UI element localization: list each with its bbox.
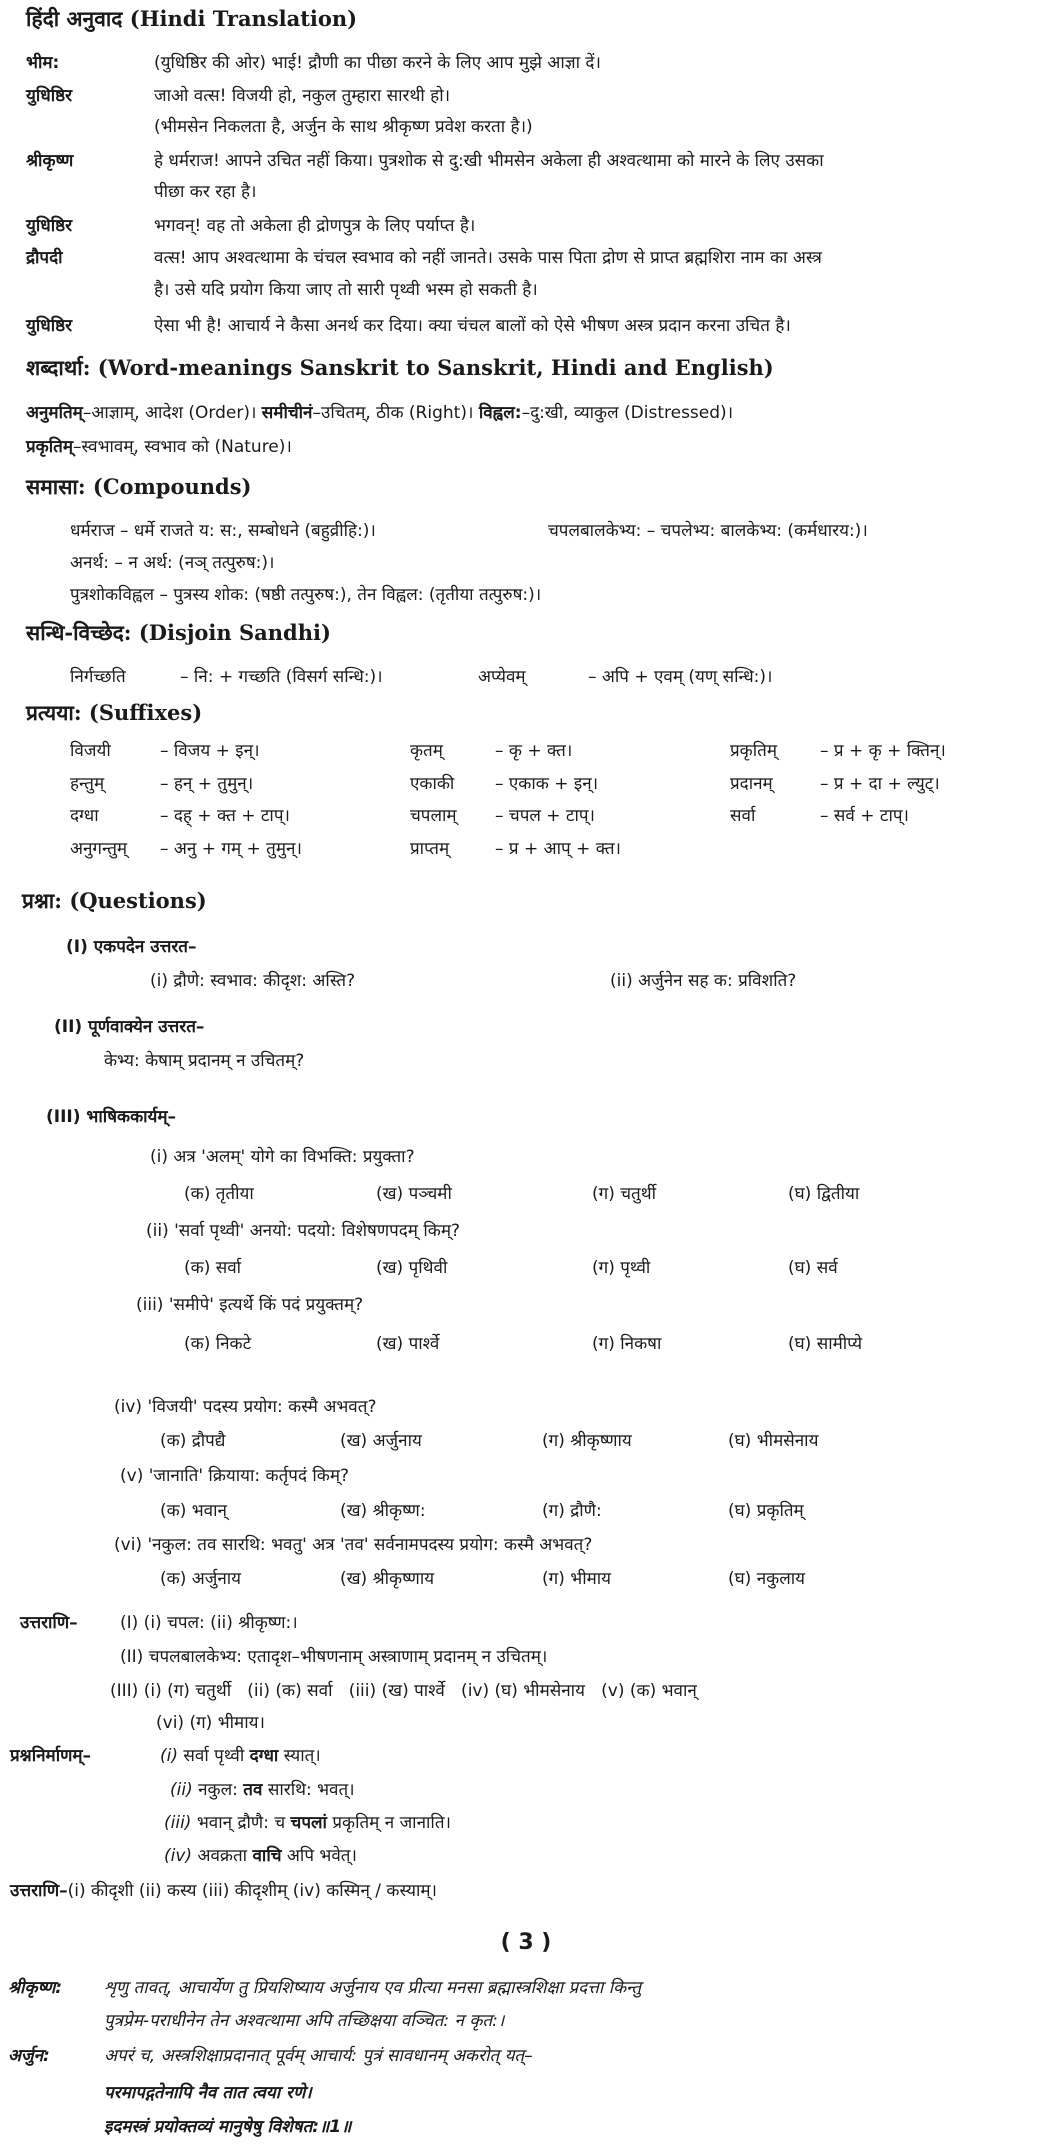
suffix-word: सर्वा <box>730 806 756 826</box>
heading-english: (Suffixes) <box>88 700 203 725</box>
dialogue-continuation <box>154 279 538 301</box>
mcq-option: (घ) सर्व <box>788 1258 838 1278</box>
suffix-parts: – अनु + गम् + तुमुन्। <box>160 839 302 859</box>
question-formation-item <box>164 1812 451 1834</box>
mcq-option: (क) निकटे <box>184 1334 252 1354</box>
mcq-option: (ग) द्रौणै: <box>542 1501 602 1521</box>
compound-item: पुत्रशोकविह्वल – पुत्रस्य शोक: (षष्ठी तत्पुरुष:), तेन विह्वल: (तृतीया तत्पुरुष:)। <box>70 585 542 605</box>
mcq-option: (घ) द्वितीया <box>788 1184 860 1204</box>
suffix-item <box>410 740 572 762</box>
heading-hindi: हिंदी अनुवाद <box>26 6 123 31</box>
item-highlight: दग्धा <box>249 1746 279 1766</box>
speaker-label: युधिष्ठिर <box>26 86 73 106</box>
mcq-option: (घ) भीमसेनाय <box>728 1431 819 1451</box>
question-formation-item <box>170 1779 355 1801</box>
suffix-parts: – हन् + तुमुन्। <box>160 774 254 794</box>
mcq-option: (ख) पञ्चमी <box>376 1184 452 1204</box>
item-number: (iii) <box>164 1813 192 1833</box>
suffix-word: प्रकृतिम् <box>730 741 777 761</box>
item-text: अवक्रता <box>197 1846 253 1866</box>
dialogue-continuation <box>154 181 256 203</box>
dialogue-text: शृणु तावत्, आचार्येण तु प्रियशिष्याय अर्जुनाय एव प्रीत्या मनसा ब्रह्मास्त्रशिक्षा प्रदत्ता किन्तु <box>104 1978 642 1998</box>
item-highlight: चपलां <box>290 1813 327 1833</box>
sandhi-split: – अपि + एवम् (यण् सन्धि:)। <box>588 667 773 687</box>
heading-hindi: शब्दार्था: <box>26 355 91 380</box>
heading-english: (Compounds) <box>92 474 252 499</box>
dialogue-line <box>8 1977 641 1999</box>
mcq-option: (क) अर्जुनाय <box>160 1569 242 1589</box>
mcq-option: (क) सर्वा <box>184 1258 242 1278</box>
mcq-option: (ग) निकषा <box>592 1334 662 1354</box>
dialogue-text: (भीमसेन निकलता है, अर्जुन के साथ श्रीकृष्ण प्रवेश करता है।) <box>154 117 533 137</box>
answer-line: (II) चपलबालकेभ्य: एतादृश–भीषणनाम् अस्त्राणाम् प्रदानम् न उचितम्। <box>120 1647 548 1667</box>
mcq-option: (ग) पृथ्वी <box>592 1258 651 1278</box>
heading-english: (Disjoin Sandhi) <box>138 620 331 645</box>
suffix-word: हन्तुम् <box>70 774 105 794</box>
suffix-item <box>410 773 598 795</box>
suffix-parts: – प्र + आप् + क्त। <box>495 839 621 859</box>
answer-line: (vi) (ग) भीमाय। <box>156 1713 265 1733</box>
word-meanings-line <box>26 402 733 424</box>
speaker-label: अर्जुन: <box>8 2046 50 2066</box>
question-formation-answers <box>10 1880 437 1902</box>
suffix-parts: – सर्व + टाप्। <box>820 806 909 826</box>
suffix-item <box>730 740 946 762</box>
suffix-item <box>410 805 595 827</box>
part-number: ( 3 ) <box>500 1930 552 1955</box>
mcq-option: (ख) श्रीकृष्ण: <box>340 1501 426 1521</box>
section-heading-suffixes <box>26 702 202 724</box>
mcq-question: (vi) 'नकुल: तव सारथि: भवतु' अत्र 'तव' सर्वनामपदस्य प्रयोग: कस्मै अभवत्? <box>114 1535 593 1555</box>
mcq-option: (ग) श्रीकृष्णाय <box>542 1431 632 1451</box>
section-heading-sandhi <box>26 622 331 644</box>
mcq-question: (iv) 'विजयी' पदस्य प्रयोग: कस्मै अभवत्? <box>114 1397 377 1417</box>
stage-direction <box>154 116 533 138</box>
compound-item: अनर्थ: – न अर्थ: (नञ् तत्पुरुष:)। <box>70 553 275 573</box>
dialogue-text: पीछा कर रहा है। <box>154 182 257 202</box>
compound-item: धर्मराज – धर्मे राजते य: स:, सम्बोधने (बहुव्रीहि:)। <box>70 521 376 541</box>
heading-hindi: समासा: <box>26 474 86 499</box>
sandhi-item <box>70 666 383 688</box>
mcq-option: (क) द्रौपद्यै <box>160 1431 226 1451</box>
speaker-label: श्रीकृष्ण <box>26 151 74 171</box>
section-heading-translation <box>26 8 357 30</box>
verse-line: इदमस्त्रं प्रयोक्तव्यं मानुषेषु विशेषत:॥1॥ <box>104 2117 352 2137</box>
answers-label: उत्तराणि– <box>10 1881 68 1901</box>
heading-english: (Hindi Translation) <box>129 6 358 31</box>
dialogue-text: पुत्रप्रेम-पराधीनेन तेन अश्वत्थामा अपि तच्छिक्षया वञ्चित: न कृत:। <box>104 2011 505 2031</box>
dialogue-line <box>26 247 822 269</box>
suffix-item <box>70 805 290 827</box>
dialogue-line <box>26 52 601 74</box>
heading-english: (Word-meanings Sanskrit to Sanskrit, Hindi and English) <box>97 355 774 380</box>
question-item: केभ्य: केषाम् प्रदानम् न उचितम्? <box>104 1051 305 1071</box>
section-heading-word-meanings <box>26 357 774 379</box>
sandhi-word: अप्येवम् <box>478 667 526 687</box>
dialogue-line <box>26 315 791 337</box>
mcq-option: (ग) चतुर्थी <box>592 1184 656 1204</box>
dialogue-text: ऐसा भी है! आचार्य ने कैसा अनर्थ कर दिया। क्या चंचल बालों को ऐसे भीषण अस्त्र प्रदान करना उचित है। <box>154 316 791 336</box>
dialogue-continuation <box>104 2010 504 2032</box>
sandhi-split: – नि: + गच्छति (विसर्ग सन्धि:)। <box>180 667 383 687</box>
term: विह्वल: <box>478 403 522 423</box>
question-formation-label: प्रश्ननिर्माणम्– <box>10 1746 92 1766</box>
item-text: अपि भवेत्। <box>281 1846 357 1866</box>
suffix-item <box>730 805 909 827</box>
suffix-parts: – प्र + कृ + क्तिन्। <box>820 741 946 761</box>
suffix-parts: – दह् + क्त + टाप्। <box>160 806 290 826</box>
compound-item: चपलबालकेभ्य: – चपलेभ्य: बालकेभ्य: (कर्मधारय:)। <box>548 521 868 541</box>
meaning: –दु:खी, व्याकुल (Distressed)। <box>521 403 734 423</box>
meaning: –स्वभावम्, स्वभाव को (Nature)। <box>73 437 292 457</box>
suffix-parts: – कृ + क्त। <box>495 741 573 761</box>
question-item: (i) द्रौणे: स्वभाव: कीदृश: अस्ति? <box>150 971 356 991</box>
question-group-heading: (III) भाषिककार्यम्– <box>46 1107 177 1127</box>
meaning: –उचितम्, ठीक (Right)। <box>312 403 474 423</box>
dialogue-line <box>26 150 824 172</box>
question-group-heading: (I) एकपदेन उत्तरत– <box>66 937 197 957</box>
answer-line: (I) (i) चपल: (ii) श्रीकृष्ण:। <box>120 1613 298 1633</box>
suffix-word: चपलाम् <box>410 806 457 826</box>
dialogue-text: जाओ वत्स! विजयी हो, नकुल तुम्हारा सारथी हो। <box>154 86 451 106</box>
mcq-option: (ख) पार्श्वे <box>376 1334 440 1354</box>
question-group-heading: (II) पूर्णवाक्येन उत्तरत– <box>54 1017 205 1037</box>
suffix-word: दग्धा <box>70 806 99 826</box>
mcq-option: (क) भवान् <box>160 1501 227 1521</box>
mcq-question: (ii) 'सर्वा पृथ्वी' अनयो: पदयो: विशेषणपदम् किम्? <box>146 1221 461 1241</box>
mcq-option: (ख) पृथिवी <box>376 1258 448 1278</box>
suffix-item <box>70 773 253 795</box>
mcq-question: (v) 'जानाति' क्रियाया: कर्तृपदं किम्? <box>120 1466 350 1486</box>
verse-line: परमापद्गतेनापि नैव तात त्वया रणे। <box>104 2083 312 2103</box>
dialogue-text: है। उसे यदि प्रयोग किया जाए तो सारी पृथ्वी भस्म हो सकती है। <box>154 280 538 300</box>
mcq-option: (घ) प्रकृतिम् <box>728 1501 804 1521</box>
item-text: भवान् द्रौणै: च <box>196 1813 291 1833</box>
dialogue-text: हे धर्मराज! आपने उचित नहीं किया। पुत्रशोक से दु:खी भीमसेन अकेला ही अश्वत्थामा को मारने के लिए उसका <box>154 151 824 171</box>
suffix-word: प्रदानम् <box>730 774 773 794</box>
mcq-option: (ख) अर्जुनाय <box>340 1431 422 1451</box>
sandhi-word: निर्गच्छति <box>70 667 126 687</box>
speaker-label: श्रीकृष्ण: <box>8 1978 63 1998</box>
item-text: प्रकृतिम् न जानाति। <box>326 1813 451 1833</box>
question-item: (ii) अर्जुनेन सह क: प्रविशति? <box>610 971 797 991</box>
suffix-word: कृतम् <box>410 741 443 761</box>
answers-label: उत्तराणि– <box>20 1613 78 1633</box>
question-formation-item <box>164 1845 357 1867</box>
suffix-item <box>410 838 621 860</box>
item-text: नकुल: <box>198 1780 244 1800</box>
mcq-option: (ग) भीमाय <box>542 1569 612 1589</box>
section-heading-compounds <box>26 476 251 498</box>
mcq-question: (iii) 'समीपे' इत्यर्थे किं पदं प्रयुक्तम्? <box>136 1295 364 1315</box>
suffix-item <box>70 740 260 762</box>
sandhi-item <box>478 666 772 688</box>
speaker-label: भीम: <box>26 53 60 73</box>
mcq-option: (घ) नकुलाय <box>728 1569 805 1589</box>
suffix-parts: – प्र + दा + ल्युट्। <box>820 774 940 794</box>
answer-line: (III) (i) (ग) चतुर्थी (ii) (क) सर्वा (iii) (ख) पार्श्वे (iv) (घ) भीमसेनाय (v) (क) भवान् <box>110 1681 697 1701</box>
suffix-word: एकाकी <box>410 774 455 794</box>
question-formation-item <box>160 1745 321 1767</box>
mcq-option: (क) तृतीया <box>184 1184 254 1204</box>
item-highlight: तव <box>243 1780 263 1800</box>
dialogue-text: भगवन्! वह तो अकेला ही द्रोणपुत्र के लिए पर्याप्त है। <box>154 216 476 236</box>
dialogue-text: (युधिष्ठिर की ओर) भाई! द्रौणी का पीछा करने के लिए आप मुझे आज्ञा दें। <box>154 53 601 73</box>
item-text: सर्वा पृथ्वी <box>183 1746 250 1766</box>
term: अनुमतिम् <box>26 403 83 423</box>
suffix-item <box>730 773 940 795</box>
mcq-option: (ख) श्रीकृष्णाय <box>340 1569 435 1589</box>
speaker-label: द्रौपदी <box>26 248 63 268</box>
heading-hindi: प्रश्ना: <box>22 888 62 913</box>
word-meanings-line <box>26 436 292 458</box>
heading-english: (Questions) <box>69 888 207 913</box>
section-heading-questions <box>22 890 207 912</box>
answers-text: (i) कीदृशी (ii) कस्य (iii) कीदृशीम् (iv) कस्मिन् / कस्याम्। <box>67 1881 437 1901</box>
item-highlight: वाचि <box>252 1846 282 1866</box>
term: समीचीनं <box>261 403 313 423</box>
item-number: (i) <box>160 1746 178 1766</box>
item-text: सारथि: भवत्। <box>262 1780 355 1800</box>
dialogue-line <box>26 215 475 237</box>
suffix-parts: – एकाक + इन्। <box>495 774 599 794</box>
item-number: (iv) <box>164 1846 193 1866</box>
dialogue-text: अपरं च, अस्त्रशिक्षाप्रदानात् पूर्वम् आचार्य: पुत्रं सावधानम् अकरोत् यत्– <box>104 2046 533 2066</box>
term: प्रकृतिम् <box>26 437 73 457</box>
dialogue-text: वत्स! आप अश्वत्थामा के चंचल स्वभाव को नहीं जानते। उसके पास पिता द्रोण से प्राप्त ब्रह्मशिरा नाम का अस्त्र <box>154 248 822 268</box>
dialogue-line <box>26 85 450 107</box>
meaning: –आज्ञाम्, आदेश (Order)। <box>82 403 257 423</box>
heading-hindi: प्रत्यया: <box>26 700 82 725</box>
suffix-word: अनुगन्तुम् <box>70 839 128 859</box>
dialogue-line <box>8 2045 533 2067</box>
suffix-item <box>70 838 302 860</box>
speaker-label: युधिष्ठिर <box>26 216 73 236</box>
mcq-option: (घ) सामीप्ये <box>788 1334 863 1354</box>
suffix-parts: – चपल + टाप्। <box>495 806 596 826</box>
suffix-word: विजयी <box>70 741 111 761</box>
heading-hindi: सन्धि-विच्छेद: <box>26 620 132 645</box>
suffix-parts: – विजय + इन्। <box>160 741 260 761</box>
item-number: (ii) <box>170 1780 193 1800</box>
mcq-question: (i) अत्र 'अलम्' योगे का विभक्ति: प्रयुक्ता? <box>150 1147 415 1167</box>
suffix-word: प्राप्तम् <box>410 839 450 859</box>
speaker-label: युधिष्ठिर <box>26 316 73 336</box>
item-text: स्यात्। <box>278 1746 321 1766</box>
